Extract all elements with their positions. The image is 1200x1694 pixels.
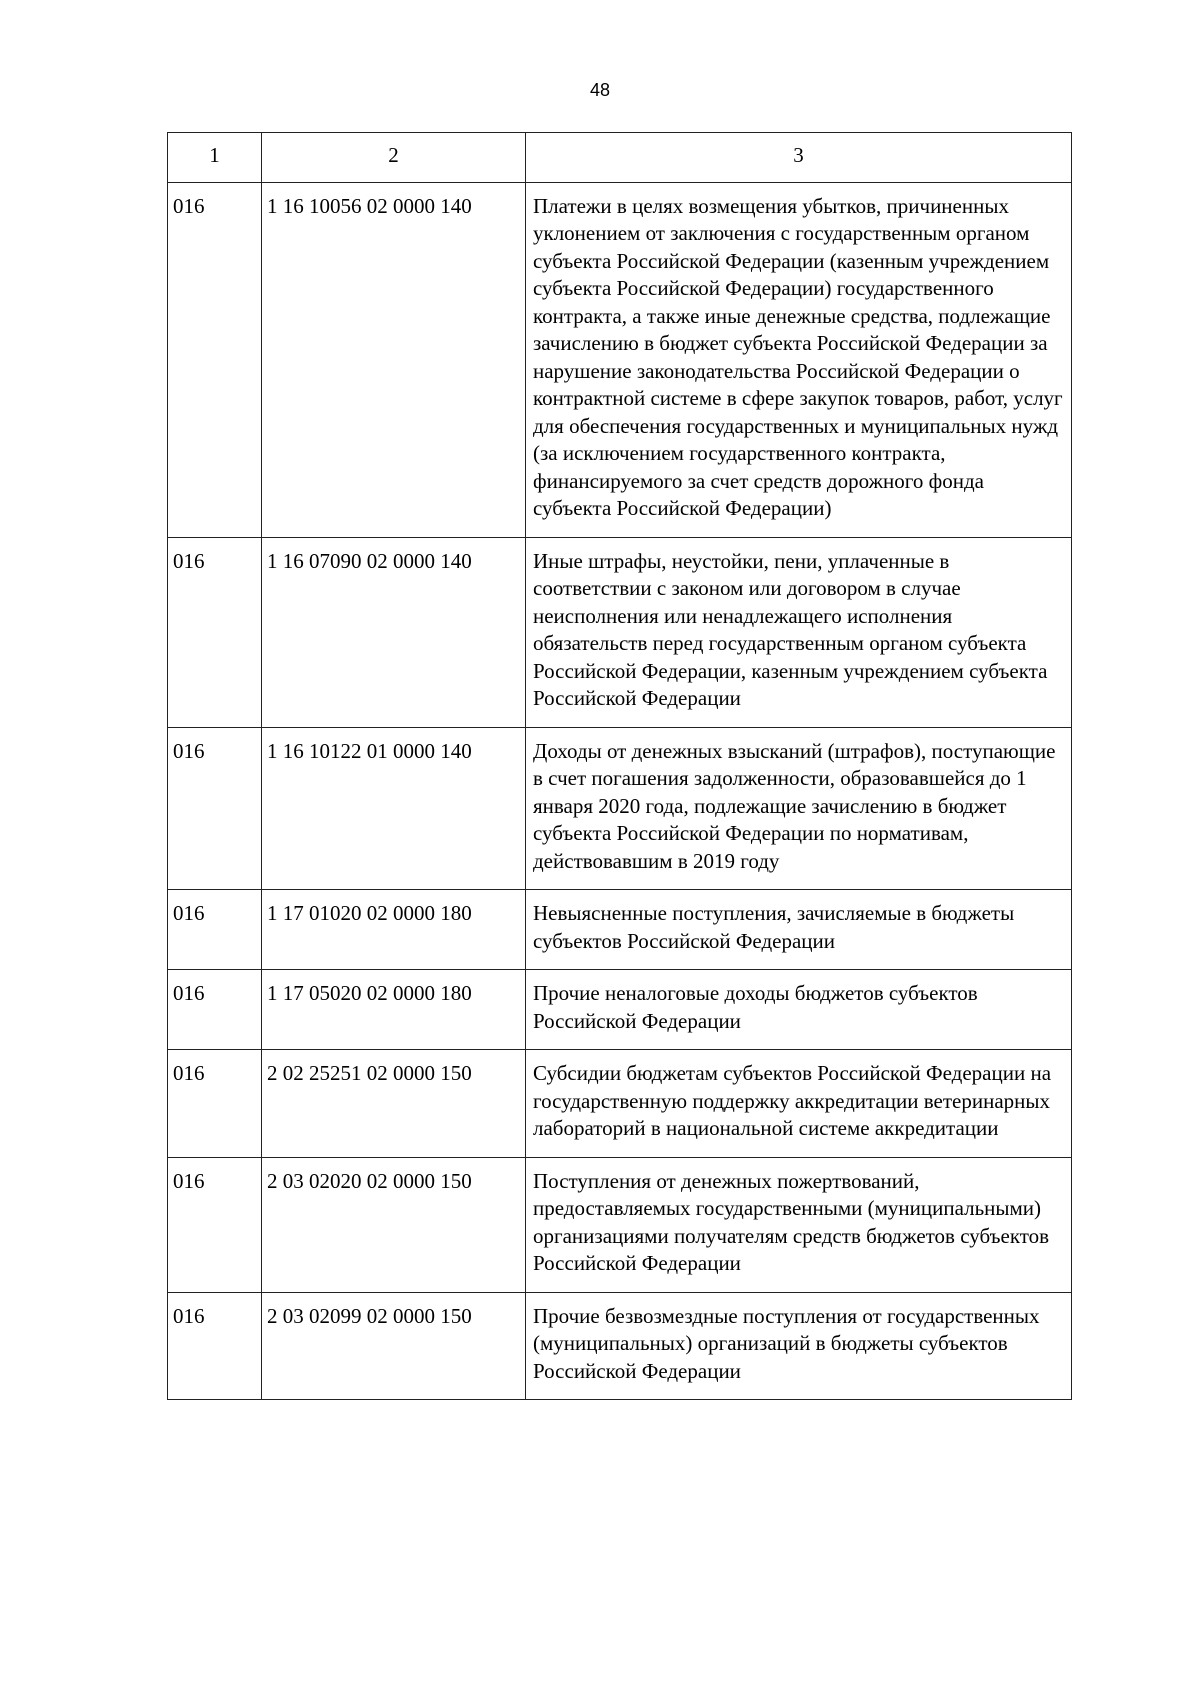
budget-code-cell: 2 02 25251 02 0000 150 [262, 1050, 526, 1158]
admin-code-cell: 016 [168, 1157, 262, 1292]
admin-code-cell: 016 [168, 537, 262, 727]
table-row [168, 1050, 1072, 1158]
budget-code-cell: 2 03 02020 02 0000 150 [262, 1157, 526, 1292]
description-cell: Прочие безвозмездные поступления от государственных (муниципальных) организаций в бюджеты субъектов Российской Федерации [526, 1292, 1072, 1400]
description-cell: Прочие неналоговые доходы бюджетов субъектов Российской Федерации [526, 970, 1072, 1050]
budget-code-cell: 1 16 07090 02 0000 140 [262, 537, 526, 727]
budget-code-cell: 1 17 01020 02 0000 180 [262, 890, 526, 970]
table-row [168, 970, 1072, 1050]
description-cell: Доходы от денежных взысканий (штрафов), поступающие в счет погашения задолженности, образовавшейся до 1 января 2020 года, подлежащие зачислению в бюджет субъекта Российской Федерации по нормативам, действовавшим в 2019 году [526, 727, 1072, 890]
budget-code-cell: 2 03 02099 02 0000 150 [262, 1292, 526, 1400]
admin-code-cell: 016 [168, 890, 262, 970]
page-number: 48 [589, 80, 611, 100]
admin-code-cell: 016 [168, 182, 262, 537]
budget-code-cell: 1 17 05020 02 0000 180 [262, 970, 526, 1050]
table-row [168, 537, 1072, 727]
table-row [168, 727, 1072, 890]
admin-code-cell: 016 [168, 970, 262, 1050]
description-cell: Иные штрафы, неустойки, пени, уплаченные в соответствии с законом или договором в случае неисполнения или ненадлежащего исполнения обязательств перед государственным органом субъекта Российской Федерации, казенным учреждением субъекта Российской Федерации [526, 537, 1072, 727]
column-header-1: 1 [168, 133, 262, 183]
revenue-codes-table [167, 132, 1072, 1400]
table-header [168, 133, 1072, 183]
table-row [168, 1157, 1072, 1292]
column-header-3: 3 [526, 133, 1072, 183]
table-row [168, 1292, 1072, 1400]
description-cell: Поступления от денежных пожертвований, предоставляемых государственными (муниципальными) организациями получателям средств бюджетов субъектов Российской Федерации [526, 1157, 1072, 1292]
header-row [168, 133, 1072, 183]
description-cell: Платежи в целях возмещения убытков, причиненных уклонением от заключения с государственным органом субъекта Российской Федерации (казенным учреждением субъекта Российской Федерации) государственного контракта, а также иные денежные средства, подлежащие зачислению в бюджет субъекта Российской Федерации за нарушение законодательства Российской Федерации о контрактной системе в сфере закупок товаров, работ, услуг для обеспечения государственных и муниципальных нужд (за исключением государственного контракта, финансируемого за счет средств дорожного фонда субъекта Российской Федерации) [526, 182, 1072, 537]
admin-code-cell: 016 [168, 1292, 262, 1400]
description-cell: Субсидии бюджетам субъектов Российской Федерации на государственную поддержку аккредитации ветеринарных лабораторий в национальной системе аккредитации [526, 1050, 1072, 1158]
budget-code-cell: 1 16 10056 02 0000 140 [262, 182, 526, 537]
column-header-2: 2 [262, 133, 526, 183]
admin-code-cell: 016 [168, 1050, 262, 1158]
budget-code-cell: 1 16 10122 01 0000 140 [262, 727, 526, 890]
description-cell: Невыясненные поступления, зачисляемые в бюджеты субъектов Российской Федерации [526, 890, 1072, 970]
table-row [168, 182, 1072, 537]
admin-code-cell: 016 [168, 727, 262, 890]
table-row [168, 890, 1072, 970]
table-body [168, 182, 1072, 1400]
